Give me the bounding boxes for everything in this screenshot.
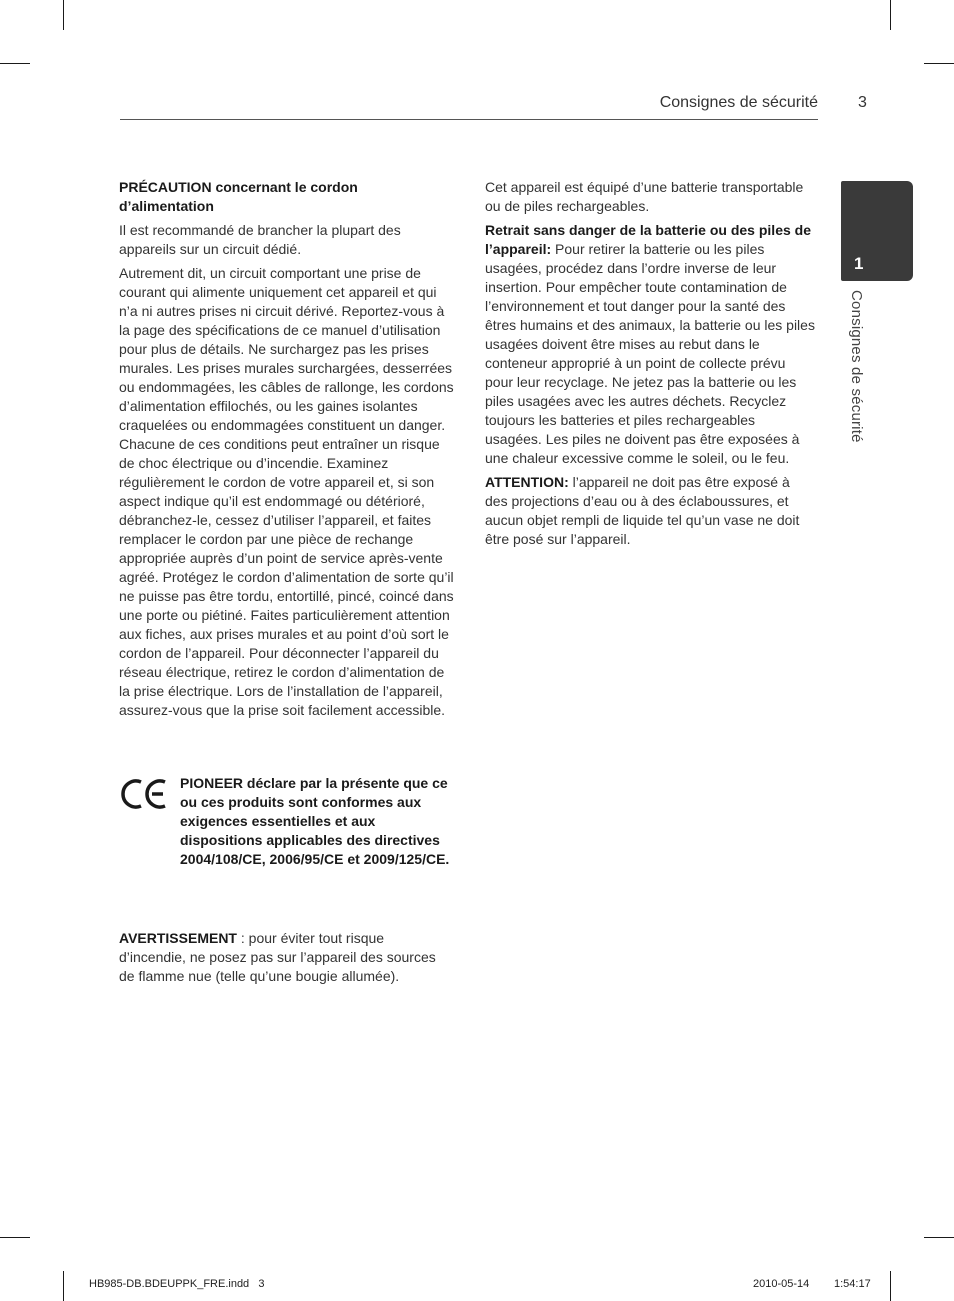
chapter-side-label: Consignes de sécurité [848,290,865,443]
attention-text: l’appareil ne doit pas être exposé à des projections d’eau ou à des éclaboussures, et aucun objet rempli de liquide tel qu’un vase ne doit être posé sur l’appareil. [485,474,800,547]
battery-intro: Cet appareil est équipé d’une batterie transportable ou de piles rechargeables. [485,179,804,214]
page-number: 3 [858,94,867,111]
crop-mark [0,63,30,64]
power-cord-paragraph-1: Il est recommandé de brancher la plupart des appareils sur un circuit dédié. [119,222,401,257]
crop-mark [890,1271,891,1301]
running-header-title: Consignes de sécurité [659,94,818,111]
attention-label: ATTENTION: [485,474,569,490]
crop-mark [63,0,64,30]
right-column [485,178,815,554]
left-column [119,178,454,725]
chapter-number: 1 [854,254,864,273]
power-cord-heading: PRÉCAUTION concernant le cordon d’alimentation [119,179,358,214]
ce-declaration-text: PIONEER déclare par la présente que ce ou ces produits sont conformes aux exigences essentielles et aux dispositions applicables des directives 2004/108/CE, 2006/95/CE et 2009/125/CE. [180,775,450,867]
power-cord-paragraph-2: Autrement dit, un circuit comportant une prise de courant qui alimente uniquement cet appareil et qui n’a ni autres prises ni circuit dérivé. Reportez-vous à la page des spécifications de ce manuel d’utilisation pour plus de détails. Ne surchargez pas les prises murales. Les prises murales surchargées, desserrées ou endommagées, les câbles de rallonge, les cordons d’alimentation effilochés, ou les gaines isolantes craquelées ou endommagées constituent un danger. Chacune de ces conditions peut entraîner un risque de choc électrique ou d’incendie. Examinez régulièrement le cordon de votre appareil et, si son aspect indique qu’il est endommagé ou détérioré, débranchez-le, cessez d’utiliser l’appareil, et faites remplacer le cordon par une pièce de rechange appropriée auprès d’un point de service après-vente agréé. Protégez le cordon d’alimentation de sorte qu’il ne puisse pas être tordu, entortillé, pincé, coincé dans une porte ou piétiné. Faites particulièrement attention aux fiches, aux prises murales et au point d’où sort le cordon de l’appareil. Pour déconnecter l’appareil du réseau électrique, retirez le cordon d’alimentation de la prise électrique. Lors de l’installation de l’appareil, assurez-vous que la prise soit facilement accessible. [119,265,454,718]
battery-removal-text: Pour retirer la batterie ou les piles usagées, procédez dans l’ordre inverse de leur insertion. Pour empêcher toute contamination de l’environnement et tout danger pour la santé des êtres humains et des animaux, la batterie ou les piles usagées doivent être mises au rebut dans le conteneur approprié à un point de collecte prévu pour leur recyclage. Ne jetez pas la batterie ou les piles usagées avec les autres déchets. Recyclez toujours les batteries et piles rechargeables usagées. Les piles ne doivent pas être exposées à une chaleur excessive comme le soleil, ou le feu. [485,241,815,466]
attention-paragraph [485,473,815,549]
fire-warning [119,929,454,986]
crop-mark [890,0,891,30]
footer-file-name: HB985-DB.BDEUPPK_FRE.indd 3 [89,1278,265,1290]
ce-mark-icon [119,774,169,814]
crop-mark [924,1237,954,1238]
warning-text: : pour éviter tout risque d’incendie, ne posez pas sur l’appareil des sources de flamme nue (telle qu’une bougie allumée). [119,930,436,984]
battery-removal-label: Retrait sans danger de la batterie ou des piles de l’appareil: [485,222,811,257]
battery-removal-paragraph [485,221,815,468]
crop-mark [924,63,954,64]
chapter-tab [841,181,913,281]
header-rule [120,119,818,120]
warning-label: AVERTISSEMENT [119,930,237,946]
crop-mark [0,1237,30,1238]
footer-time: 1:54:17 [834,1278,871,1290]
crop-mark [63,1271,64,1301]
footer-date: 2010-05-14 [753,1278,810,1290]
